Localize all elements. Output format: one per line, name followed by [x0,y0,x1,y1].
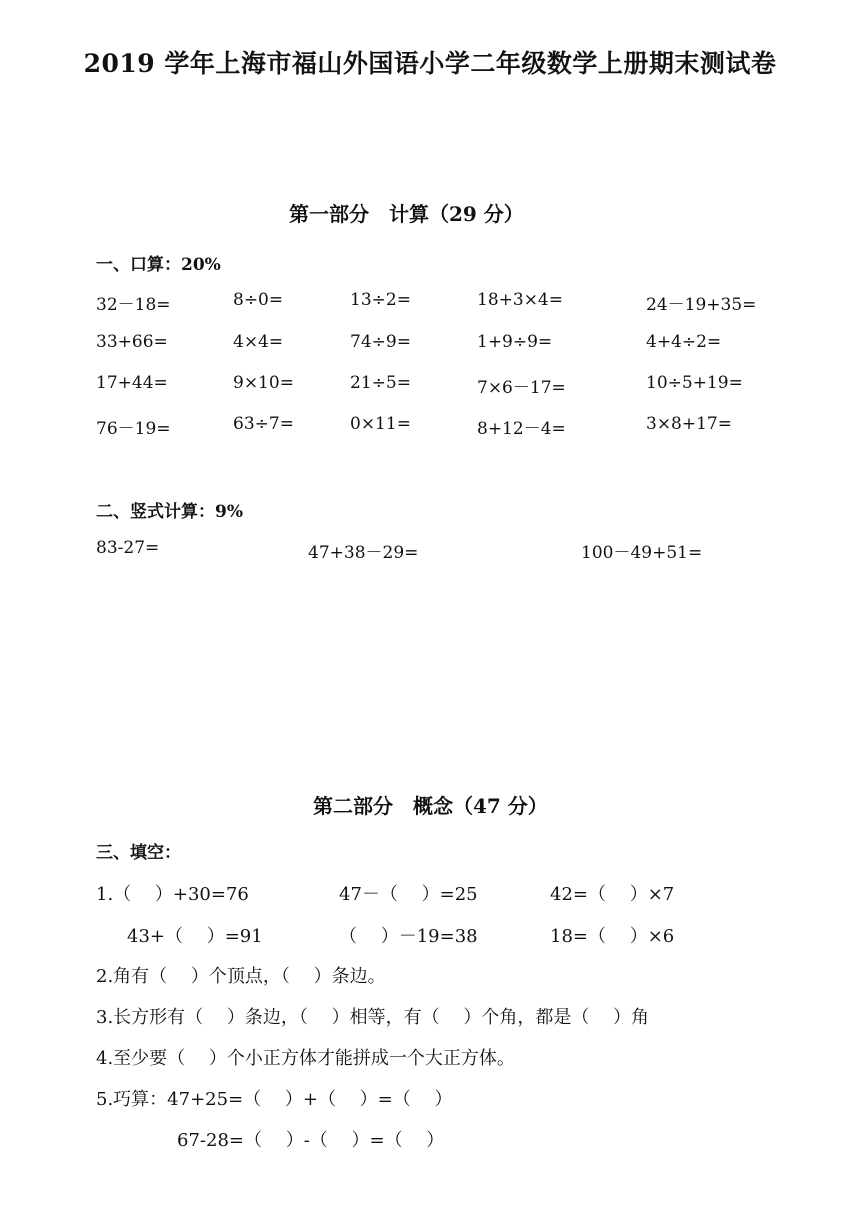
oral-item: 8+12－4= [477,419,566,439]
exam-title: 2019 学年上海市福山外国语小学二年级数学上册期末测试卷 [83,49,777,78]
fill-item: 18=（ ）×6 [550,926,675,947]
oral-item: 17+44= [96,373,168,393]
oral-item: 10÷5+19= [646,373,743,393]
oral-item: 7×6－17= [477,378,566,398]
oral-item: 1+9÷9= [477,332,553,352]
oral-item: 4+4÷2= [646,332,722,352]
oral-item: 0×11= [350,414,411,434]
fill-item: 1.（ ）+30=76 [96,884,249,905]
oral-item: 13÷2= [350,290,411,310]
fill-item: 47－（ ）=25 [339,884,478,905]
vertical-calc-item: 47+38－29= [308,543,419,563]
fill-item: 42=（ ）×7 [550,884,675,905]
section3-heading: 三、填空： [96,843,181,863]
oral-item: 33+66= [96,332,168,352]
oral-item: 9×10= [233,373,294,393]
oral-item: 8÷0= [233,290,284,310]
oral-item: 63÷7= [233,414,294,434]
oral-item: 24－19+35= [646,295,757,315]
oral-item: 32－18= [96,295,171,315]
fill-item: （ ）－19=38 [339,926,478,947]
question-5-line2: 67-28=（ ）-（ ）=（ ） [177,1130,445,1151]
vertical-calc-item: 100－49+51= [581,543,703,563]
fill-item: 43+（ ）=91 [127,926,263,947]
part1-heading: 第一部分 计算（29 分） [289,202,524,226]
question-5-line1: 5.巧算：47+25=（ ）+（ ）=（ ） [96,1089,453,1110]
oral-item: 3×8+17= [646,414,732,434]
oral-item: 18+3×4= [477,290,563,310]
part2-heading: 第二部分 概念（47 分） [313,794,548,818]
question-4: 4.至少要（ ）个小正方体才能拼成一个大正方体。 [96,1048,515,1069]
section2-heading: 二、竖式计算：9% [96,502,243,522]
question-3: 3.长方形有（ ）条边，（ ）相等，有（ ）个角，都是（ ）角 [96,1007,650,1028]
section1-heading: 一、口算：20% [96,255,221,275]
oral-item: 4×4= [233,332,284,352]
oral-item: 74÷9= [350,332,411,352]
vertical-calc-item: 83-27= [96,538,160,558]
oral-item: 76－19= [96,419,171,439]
question-2: 2.角有（ ）个顶点，（ ）条边。 [96,966,386,987]
oral-item: 21÷5= [350,373,411,393]
